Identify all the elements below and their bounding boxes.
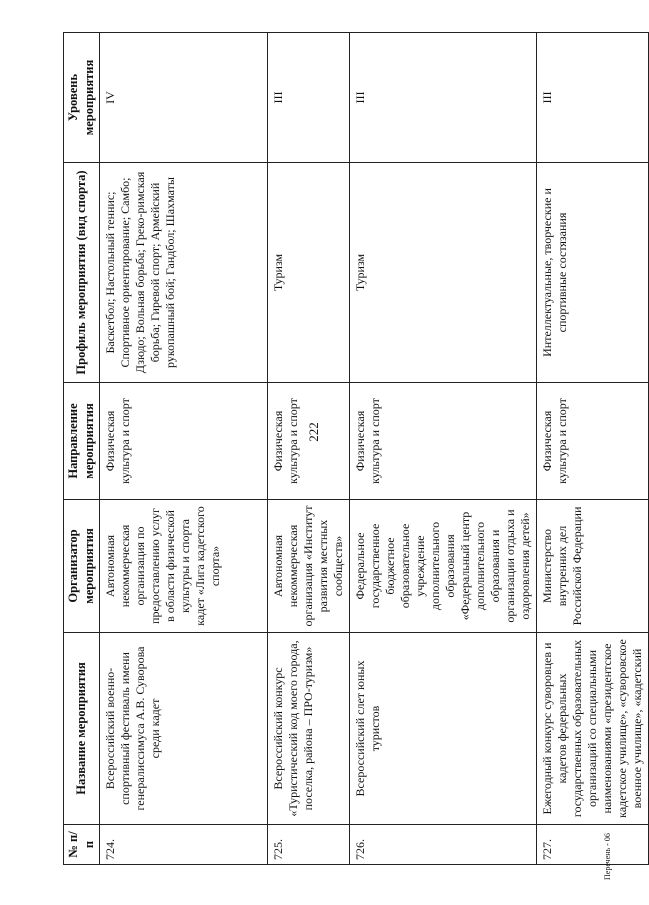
row-profile: Баскетбол; Настольный теннис; Спортивное ориентирование; Самбо; Дзюдо; Вольная борьба; Греко-римская борьба; Гиревой спорт; Армейский рукопашный бой; Гандбол; Шахматы xyxy=(100,163,268,383)
row-name: Всероссийский военно-спортивный фестиваль имени генералиссимуса А.В. Суворова среди кадет xyxy=(100,633,268,825)
row-num: 724. xyxy=(100,825,268,865)
header-organizer: Организатор мероприятия xyxy=(64,500,100,633)
header-direction: Направление мероприятия xyxy=(64,383,100,500)
row-level: III xyxy=(537,33,649,163)
table-header-row xyxy=(64,33,100,865)
events-table xyxy=(63,32,649,865)
header-profile: Профиль мероприятия (вид спорта) xyxy=(64,163,100,383)
row-level: IV xyxy=(100,33,268,163)
row-organizer: Министерство внутренних дел Российской Федерации xyxy=(537,500,649,633)
row-direction: Физическая культура и спорт xyxy=(268,383,350,500)
row-organizer: Автономная некоммерческая организация по предоставлению услуг в области физической культуры и спорта кадет «Лига кадетского спорта» xyxy=(100,500,268,633)
row-direction: Физическая культура и спорт xyxy=(537,383,649,500)
row-name: Всероссийский конкурс «Туристический код моего города, поселка, района – ПРО-туризм» xyxy=(268,633,350,825)
row-name: Всероссийский слет юных туристов xyxy=(350,633,537,825)
table-row xyxy=(100,33,268,865)
footer-code: Перечень - 06 xyxy=(603,833,612,880)
row-organizer: Автономная некоммерческая организация «Институт развития местных сообществ» xyxy=(268,500,350,633)
row-profile: Интеллектуальные, творческие и спортивные состязания xyxy=(537,163,649,383)
row-profile: Туризм xyxy=(268,163,350,383)
table-row xyxy=(268,33,350,865)
header-level: Уровень мероприятия xyxy=(64,33,100,163)
row-num: 727. xyxy=(537,825,649,865)
row-num: 726. xyxy=(350,825,537,865)
row-profile: Туризм xyxy=(350,163,537,383)
table-row xyxy=(537,33,649,865)
row-num: 725. xyxy=(268,825,350,865)
table-row xyxy=(350,33,537,865)
row-level: III xyxy=(268,33,350,163)
row-name: Ежегодный конкурс суворовцев и кадетов федеральных государственных образовательных организаций со специальными наименованиями «президентское кадетское училище», «суворовское военное училище», «кадетский xyxy=(537,633,649,825)
row-direction: Физическая культура и спорт xyxy=(100,383,268,500)
row-organizer: Федеральное государственное бюджетное образовательное учреждение дополнительного образования «Федеральный центр дополнительного образования и организации отдыха и оздоровления детей» xyxy=(350,500,537,633)
row-level: III xyxy=(350,33,537,163)
table-rotated-container xyxy=(63,33,645,865)
page-number: 222 xyxy=(306,422,321,442)
header-name: Название мероприятия xyxy=(64,633,100,825)
header-num: № п/п xyxy=(64,825,100,865)
row-direction: Физическая культура и спорт xyxy=(350,383,537,500)
